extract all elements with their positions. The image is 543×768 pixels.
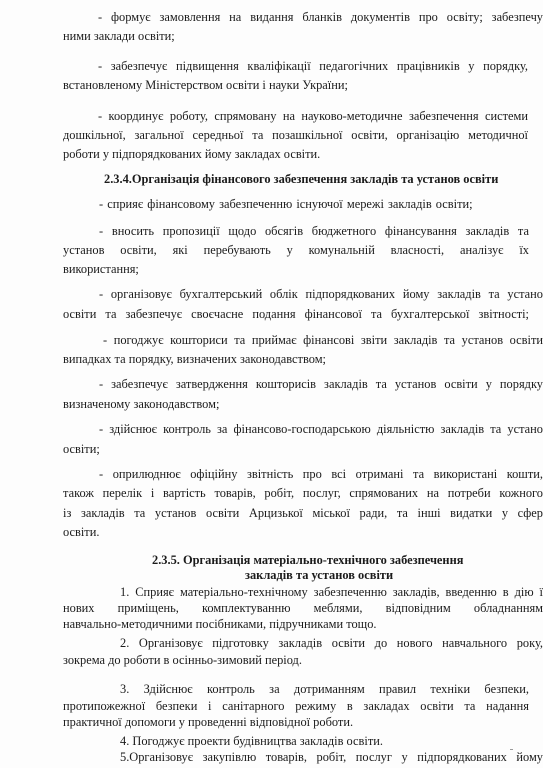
text-line: - забезпечує підвищення кваліфікації педагогічних працівників у порядку, xyxy=(98,59,528,73)
text-line: - погоджує кошториси та приймає фінансові звіти закладів та установ освіти xyxy=(103,333,543,347)
text-line: визначеному законодавством; xyxy=(63,397,220,411)
text-line: - здійснює контроль за фінансово-господарською діяльністю закладів та устано xyxy=(99,422,543,436)
text-line: освіти та забезпечує своєчасне подання фінансової та бухгалтерської звітності; xyxy=(63,307,529,321)
text-line: - координує роботу, спрямовану на науково-методичне забезпечення системи xyxy=(98,109,528,123)
text-line: - формує замовлення на видання бланків документів про освіту; забезпечу xyxy=(98,10,543,24)
text-line: 1. Сприяє матеріально-технічному забезпеченню закладів, введенню в дію ї xyxy=(120,585,543,599)
text-line: 2. Організовує підготовку закладів освіти до нового навчального року, xyxy=(120,636,543,650)
text-line: використання; xyxy=(63,262,139,276)
text-line: освіти. xyxy=(63,525,100,539)
text-line: випадках та порядку, визначених законодавством; xyxy=(63,352,326,366)
text-line: - оприлюднює офіційну звітність про всі отримані та використані кошти, xyxy=(99,467,543,481)
text-line: 3. Здійснює контроль за дотриманням правил техніки безпеки, xyxy=(120,682,529,696)
text-line: - організовує бухгалтерський облік підпорядкованих йому закладів та устано xyxy=(99,287,543,301)
section-heading-2-3-5: 2.3.5. Організація матеріально-технічного забезпечення xyxy=(152,553,464,567)
section-heading-2-3-4: 2.3.4.Організація фінансового забезпечення закладів та установ освіти xyxy=(104,172,499,186)
text-line: дошкільної, загальної середньої та позашкільної освіти, організацію методичної xyxy=(63,128,528,142)
text-line: навчально-методичними посібниками, підручниками тощо. xyxy=(63,617,377,631)
text-line: встановленому Міністерством освіти і науки України; xyxy=(63,78,348,92)
text-line: роботи у підпорядкованих йому закладах освіти. xyxy=(63,147,321,161)
text-line: практичної допомоги у проведенні відповідної роботи. xyxy=(63,715,354,729)
text-line: - забезпечує затвердження кошторисів закладів та установ освіти у порядку xyxy=(99,377,543,391)
text-line: нових приміщень, комплектуванню меблями, відповідним обладнанням xyxy=(63,601,543,615)
text-line: освіти; xyxy=(63,442,100,456)
text-line: установ освіти, які перебувають у комунальній власності, аналізує їх xyxy=(63,243,529,257)
text-line: також перелік і вартість товарів, робіт, послуг, спрямованих на потреби кожного xyxy=(63,486,543,500)
text-line: зокрема до роботи в осінньо-зимовий період. xyxy=(63,653,302,667)
text-line: із закладів та установ освіти Арцизької міської ради, та інші видатки у сфер xyxy=(63,506,543,520)
text-line: - вносить пропозиції щодо обсягів бюджетного фінансування закладів та xyxy=(99,224,529,238)
scan-speck xyxy=(510,749,513,750)
section-heading-2-3-5-line2: закладів та установ освіти xyxy=(245,568,394,582)
text-line: ними заклади освіти; xyxy=(63,29,175,43)
text-line: 4. Погоджує проекти будівництва закладів освіти. xyxy=(120,734,383,748)
text-line: 5.Організовує закупівлю товарів, робіт, послуг у підпорядкованих йому xyxy=(120,750,543,764)
text-line: протипожежної безпеки і санітарного режиму в закладах освіти та надання xyxy=(63,699,529,713)
text-line: - сприяє фінансовому забезпеченню існуючої мережі закладів освіти; xyxy=(99,197,473,211)
